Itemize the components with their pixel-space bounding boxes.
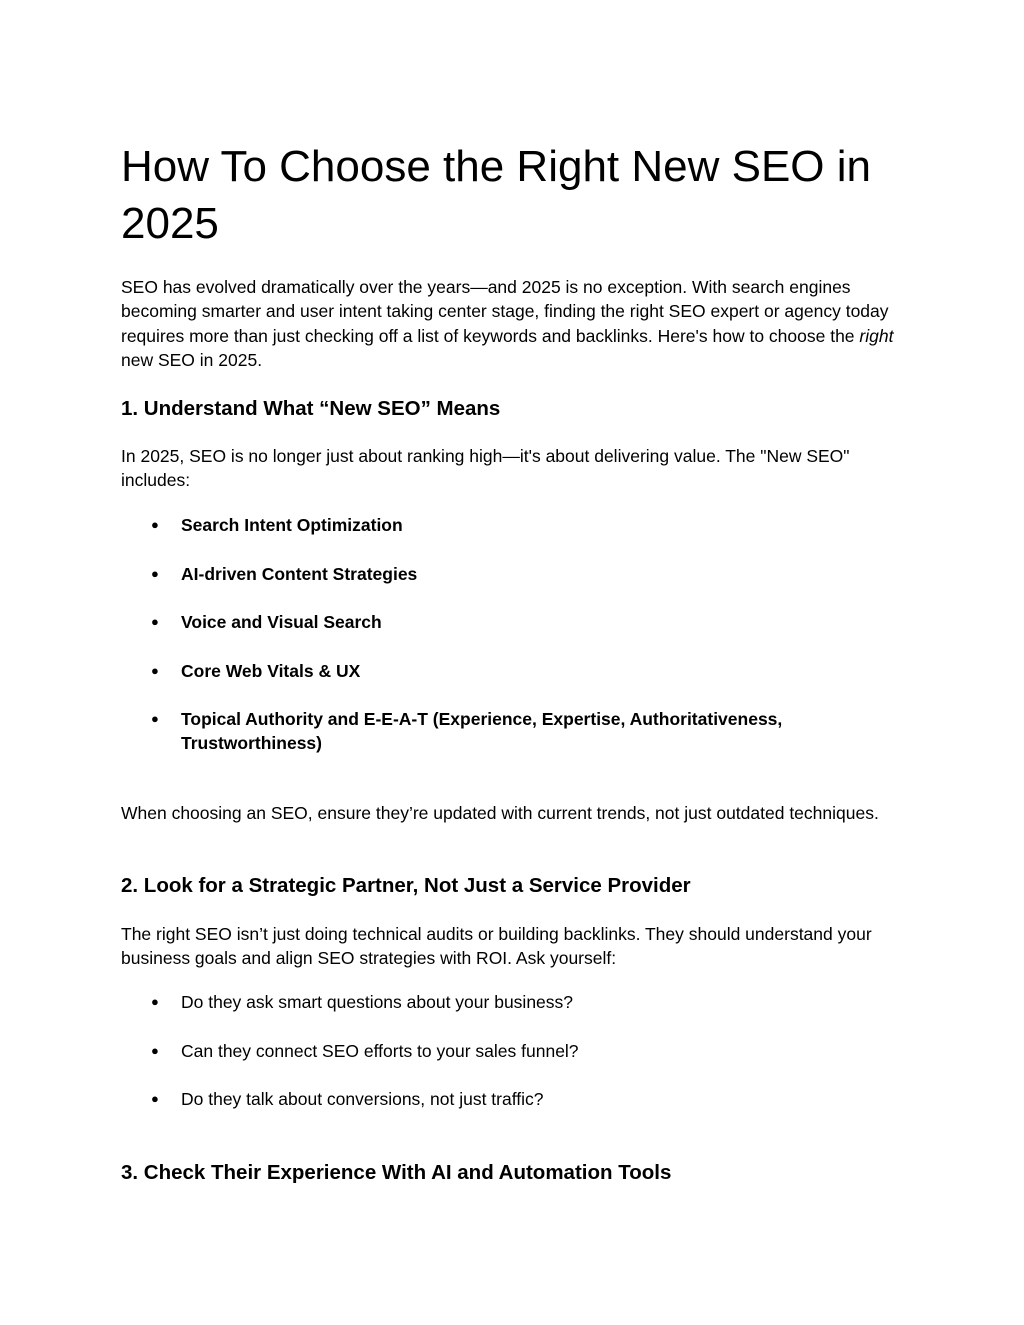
list-item (121, 1087, 901, 1111)
list-item (121, 659, 901, 683)
list-item (121, 1039, 901, 1063)
list-item-text: Search Intent Optimization (181, 515, 403, 535)
intro-emphasis: right (859, 325, 894, 346)
intro-text-after: new SEO in 2025. (121, 349, 263, 370)
section-1-paragraph: In 2025, SEO is no longer just about ranking high—it's about delivering value. The "New SEO" includes: (121, 446, 850, 491)
bullet-icon: ● (151, 1043, 159, 1058)
section-3-heading: 3. Check Their Experience With AI and Automation Tools (121, 1161, 672, 1184)
list-item (121, 707, 901, 756)
section-2-heading: 2. Look for a Strategic Partner, Not Just a Service Provider (121, 874, 691, 897)
bullet-icon: ● (151, 711, 159, 726)
list-item-text: Can they connect SEO efforts to your sales funnel? (181, 1041, 579, 1061)
bullet-icon: ● (151, 517, 159, 532)
bullet-icon: ● (151, 663, 159, 678)
list-item-text: Do they talk about conversions, not just traffic? (181, 1089, 544, 1109)
bullet-icon: ● (151, 1091, 159, 1106)
list-item (121, 610, 901, 634)
bullet-icon: ● (151, 566, 159, 581)
intro-paragraph (121, 275, 901, 372)
list-item-text: Voice and Visual Search (181, 612, 382, 632)
list-item-text: Topical Authority and E-E-A-T (Experience, Expertise, Authoritativeness, Trustworthiness) (181, 709, 783, 754)
list-item-text: Do they ask smart questions about your business? (181, 992, 574, 1012)
bullet-icon: ● (151, 614, 159, 629)
list-item (121, 513, 901, 537)
list-item (121, 990, 901, 1014)
list-item (121, 562, 901, 586)
section-2-paragraph: The right SEO isn’t just doing technical audits or building backlinks. They should understand your business goals and align SEO strategies with ROI. Ask yourself: (121, 924, 872, 969)
bullet-icon: ● (151, 994, 159, 1009)
list-item-text: Core Web Vitals & UX (181, 661, 361, 681)
intro-text-before: SEO has evolved dramatically over the years—and 2025 is no exception. With search engines becoming smarter and user intent taking center stage, finding the right SEO expert or agency today requires more than just checking off a list of keywords and backlinks. Here's how to choose the (121, 277, 889, 346)
section-1-heading: 1. Understand What “New SEO” Means (121, 397, 501, 420)
document-title: How To Choose the Right New SEO in 2025 (121, 142, 871, 248)
section-1-closing: When choosing an SEO, ensure they’re updated with current trends, not just outdated techniques. (121, 803, 879, 823)
list-item-text: AI-driven Content Strategies (181, 564, 418, 584)
